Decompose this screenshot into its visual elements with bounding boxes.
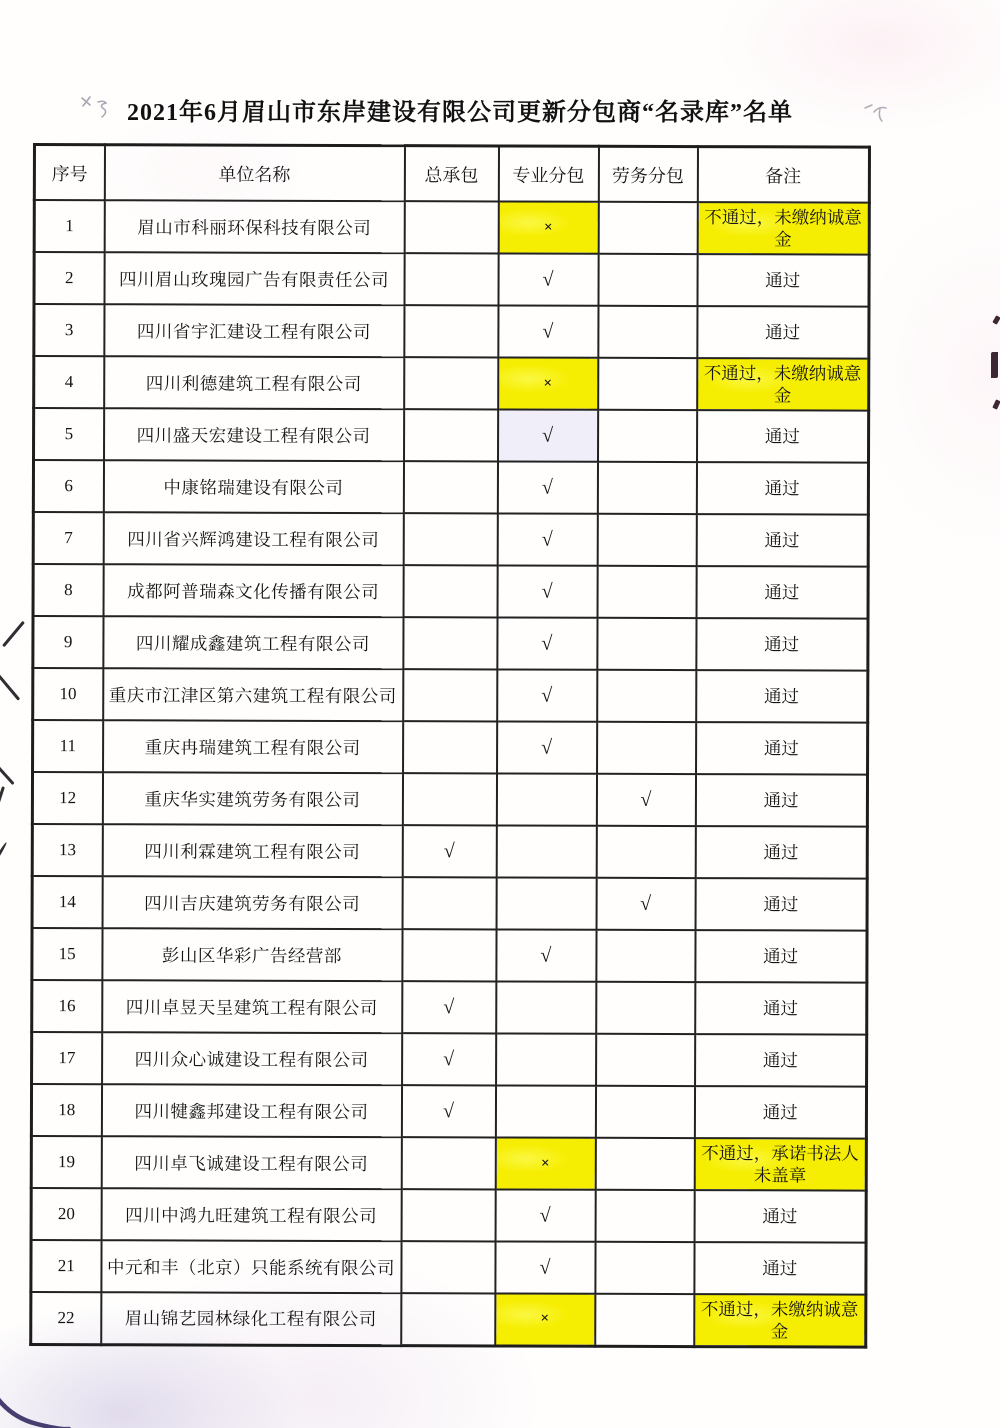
remark-cell: 通过	[696, 566, 868, 619]
professional-sub-mark-cell: √	[497, 669, 597, 721]
table-row	[31, 1084, 866, 1139]
labor-sub-mark-cell	[595, 1190, 694, 1242]
professional-sub-mark-cell: ×	[498, 201, 598, 253]
row-index-cell: 9	[33, 616, 103, 668]
table-row	[32, 876, 867, 931]
table-row	[34, 200, 869, 255]
header-professional-sub: 专业分包	[498, 146, 598, 202]
table-row	[31, 1136, 866, 1191]
pen-mark	[0, 842, 8, 872]
table-row	[31, 1292, 866, 1347]
company-name-cell: 四川利霖建筑工程有限公司	[102, 824, 402, 877]
remark-cell: 通过	[697, 306, 869, 359]
table-row	[34, 304, 869, 359]
pen-mark	[0, 671, 20, 701]
labor-sub-mark-cell	[597, 566, 696, 618]
remark-cell: 通过	[695, 826, 867, 879]
general-contract-mark-cell	[404, 201, 498, 253]
row-index-cell: 3	[34, 304, 104, 356]
row-index-cell: 21	[31, 1240, 101, 1292]
general-contract-mark-cell	[402, 877, 496, 929]
labor-sub-mark-cell	[596, 930, 695, 982]
company-name-cell: 彭山区华彩广告经营部	[102, 928, 402, 981]
pen-mark	[2, 621, 25, 647]
labor-sub-mark-cell	[598, 410, 697, 462]
edge-ink-mark	[991, 352, 998, 378]
table-row	[34, 408, 869, 463]
remark-cell: 通过	[695, 982, 867, 1035]
header-labor-sub: 劳务分包	[598, 146, 697, 202]
company-name-cell: 四川省兴辉鸿建设工程有限公司	[103, 512, 403, 565]
company-name-cell: 重庆华实建筑劳务有限公司	[102, 772, 402, 825]
labor-sub-mark-cell	[597, 670, 696, 722]
row-index-cell: 16	[32, 980, 102, 1032]
general-contract-mark-cell	[404, 305, 498, 357]
professional-sub-mark-cell: √	[498, 409, 598, 461]
table-row	[32, 980, 867, 1035]
row-index-cell: 2	[34, 252, 104, 304]
labor-sub-mark-cell: √	[596, 878, 695, 930]
row-index-cell: 17	[32, 1032, 102, 1084]
row-index-cell: 7	[33, 512, 103, 564]
general-contract-mark-cell	[401, 1189, 495, 1241]
row-index-cell: 20	[31, 1188, 101, 1240]
row-index-cell: 15	[32, 928, 102, 980]
professional-sub-mark-cell	[495, 1085, 595, 1137]
pen-mark	[0, 761, 15, 785]
professional-sub-mark-cell: √	[498, 253, 598, 305]
row-index-cell: 5	[34, 408, 104, 460]
professional-sub-mark-cell: √	[497, 721, 597, 773]
company-name-cell: 四川犍鑫邦建设工程有限公司	[101, 1084, 401, 1137]
professional-sub-mark-cell: ×	[495, 1137, 595, 1189]
table-row	[34, 252, 869, 307]
general-contract-mark-cell	[403, 513, 497, 565]
professional-sub-mark-cell: √	[497, 513, 597, 565]
row-index-cell: 22	[31, 1292, 101, 1344]
page-title: 2021年6月眉山市东岸建设有限公司更新分包商“名录库”名单	[127, 100, 793, 126]
remark-cell: 通过	[696, 462, 868, 515]
labor-sub-mark-cell	[597, 462, 696, 514]
table-row	[32, 928, 867, 983]
row-index-cell: 18	[31, 1084, 101, 1136]
company-name-cell: 四川中鸿九旺建筑工程有限公司	[101, 1188, 401, 1241]
labor-sub-mark-cell	[596, 1034, 695, 1086]
row-index-cell: 13	[32, 824, 102, 876]
remark-cell: 通过	[695, 1034, 867, 1087]
header-row	[34, 145, 869, 203]
professional-sub-mark-cell	[496, 773, 596, 825]
handwriting-smudge-top-left	[78, 92, 114, 124]
company-name-cell: 四川卓飞诚建设工程有限公司	[101, 1136, 401, 1189]
row-index-cell: 1	[34, 200, 104, 252]
row-index-cell: 8	[33, 564, 103, 616]
remark-cell: 通过	[694, 1242, 866, 1295]
general-contract-mark-cell	[403, 669, 497, 721]
labor-sub-mark-cell	[595, 1138, 694, 1190]
row-index-cell: 6	[33, 460, 103, 512]
general-contract-mark-cell	[404, 357, 498, 409]
table-body	[31, 200, 870, 1347]
labor-sub-mark-cell	[596, 982, 695, 1034]
professional-sub-mark-cell	[496, 981, 596, 1033]
handwriting-smudge-top-right	[862, 100, 896, 126]
row-index-cell: 14	[32, 876, 102, 928]
remark-cell: 不通过，未缴纳诚意金	[697, 202, 869, 255]
remark-cell: 通过	[694, 1190, 866, 1243]
remark-cell: 通过	[696, 618, 868, 671]
company-name-cell: 四川卓昱天呈建筑工程有限公司	[102, 980, 402, 1033]
general-contract-mark-cell	[402, 929, 496, 981]
professional-sub-mark-cell: √	[497, 617, 597, 669]
row-index-cell: 10	[33, 668, 103, 720]
table-row	[33, 512, 868, 567]
remark-cell: 通过	[696, 722, 868, 775]
professional-sub-mark-cell: ×	[498, 357, 598, 409]
general-contract-mark-cell	[404, 253, 498, 305]
company-name-cell: 眉山锦艺园林绿化工程有限公司	[101, 1292, 401, 1345]
labor-sub-mark-cell	[598, 254, 697, 306]
labor-sub-mark-cell	[596, 826, 695, 878]
company-name-cell: 重庆市江津区第六建筑工程有限公司	[103, 668, 403, 721]
edge-ink-mark	[992, 315, 1000, 324]
professional-sub-mark-cell	[496, 877, 596, 929]
company-name-cell: 重庆冉瑞建筑工程有限公司	[103, 720, 403, 773]
professional-sub-mark-cell	[496, 825, 596, 877]
labor-sub-mark-cell	[598, 202, 697, 254]
general-contract-mark-cell	[403, 721, 497, 773]
remark-cell: 通过	[696, 514, 868, 567]
table-row	[32, 1032, 867, 1087]
header-index: 序号	[34, 145, 104, 201]
remark-cell: 不通过，未缴纳诚意金	[697, 358, 869, 411]
pen-arc-bottom-left	[0, 1396, 71, 1428]
company-name-cell: 成都阿普瑞森文化传播有限公司	[103, 564, 403, 617]
pen-mark	[0, 786, 5, 812]
edge-ink-mark	[992, 399, 1000, 409]
table-row	[31, 1240, 866, 1295]
row-index-cell: 11	[33, 720, 103, 772]
remark-cell: 通过	[697, 254, 869, 307]
labor-sub-mark-cell	[595, 1086, 694, 1138]
remark-cell: 通过	[695, 774, 867, 827]
general-contract-mark-cell	[404, 409, 498, 461]
table-row	[32, 824, 867, 879]
general-contract-mark-cell	[401, 1137, 495, 1189]
professional-sub-mark-cell	[496, 1033, 596, 1085]
table-row	[33, 668, 868, 723]
table-row	[32, 772, 867, 827]
labor-sub-mark-cell	[597, 722, 696, 774]
row-index-cell: 4	[34, 356, 104, 408]
professional-sub-mark-cell: √	[496, 929, 596, 981]
labor-sub-mark-cell	[597, 618, 696, 670]
company-name-cell: 眉山市科丽环保科技有限公司	[104, 200, 404, 253]
general-contract-mark-cell	[403, 617, 497, 669]
general-contract-mark-cell: √	[401, 1085, 495, 1137]
general-contract-mark-cell	[403, 461, 497, 513]
general-contract-mark-cell	[403, 565, 497, 617]
professional-sub-mark-cell: √	[497, 565, 597, 617]
labor-sub-mark-cell	[597, 514, 696, 566]
company-name-cell: 中元和丰（北京）只能系统有限公司	[101, 1240, 401, 1293]
company-name-cell: 四川众心诚建设工程有限公司	[102, 1032, 402, 1085]
company-name-cell: 四川耀成鑫建筑工程有限公司	[103, 616, 403, 669]
labor-sub-mark-cell	[595, 1294, 694, 1346]
professional-sub-mark-cell: √	[497, 461, 597, 513]
remark-cell: 通过	[697, 410, 869, 463]
remark-cell: 通过	[696, 670, 868, 723]
general-contract-mark-cell: √	[402, 825, 496, 877]
company-name-cell: 中康铭瑞建设有限公司	[103, 460, 403, 513]
table-row	[33, 616, 868, 671]
general-contract-mark-cell	[401, 1293, 495, 1345]
row-index-cell: 19	[31, 1136, 101, 1188]
general-contract-mark-cell	[402, 773, 496, 825]
professional-sub-mark-cell: √	[495, 1189, 595, 1241]
remark-cell: 通过	[695, 878, 867, 931]
header-remark: 备注	[697, 147, 869, 203]
labor-sub-mark-cell	[598, 358, 697, 410]
general-contract-mark-cell: √	[402, 1033, 496, 1085]
company-name-cell: 四川盛天宏建设工程有限公司	[104, 408, 404, 461]
company-name-cell: 四川吉庆建筑劳务有限公司	[102, 876, 402, 929]
table-row	[31, 1188, 866, 1243]
table-row	[33, 460, 868, 515]
company-name-cell: 四川省宇汇建设工程有限公司	[104, 304, 404, 357]
subcontractor-table	[29, 143, 871, 1348]
general-contract-mark-cell	[401, 1241, 495, 1293]
row-index-cell: 12	[32, 772, 102, 824]
general-contract-mark-cell: √	[402, 981, 496, 1033]
remark-cell: 不通过，承诺书法人未盖章	[694, 1138, 866, 1191]
professional-sub-mark-cell: ×	[495, 1293, 595, 1345]
header-company-name: 单位名称	[104, 145, 404, 201]
labor-sub-mark-cell	[595, 1242, 694, 1294]
remark-cell: 通过	[695, 930, 867, 983]
company-name-cell: 四川利德建筑工程有限公司	[104, 356, 404, 409]
table-row	[34, 356, 869, 411]
remark-cell: 不通过，未缴纳诚意金	[694, 1294, 866, 1347]
remark-cell: 通过	[694, 1086, 866, 1139]
company-name-cell: 四川眉山玫瑰园广告有限责任公司	[104, 252, 404, 305]
table-row	[33, 564, 868, 619]
professional-sub-mark-cell: √	[495, 1241, 595, 1293]
labor-sub-mark-cell	[598, 306, 697, 358]
labor-sub-mark-cell: √	[596, 774, 695, 826]
table-row	[33, 720, 868, 775]
header-general-contract: 总承包	[404, 146, 498, 202]
professional-sub-mark-cell: √	[498, 305, 598, 357]
